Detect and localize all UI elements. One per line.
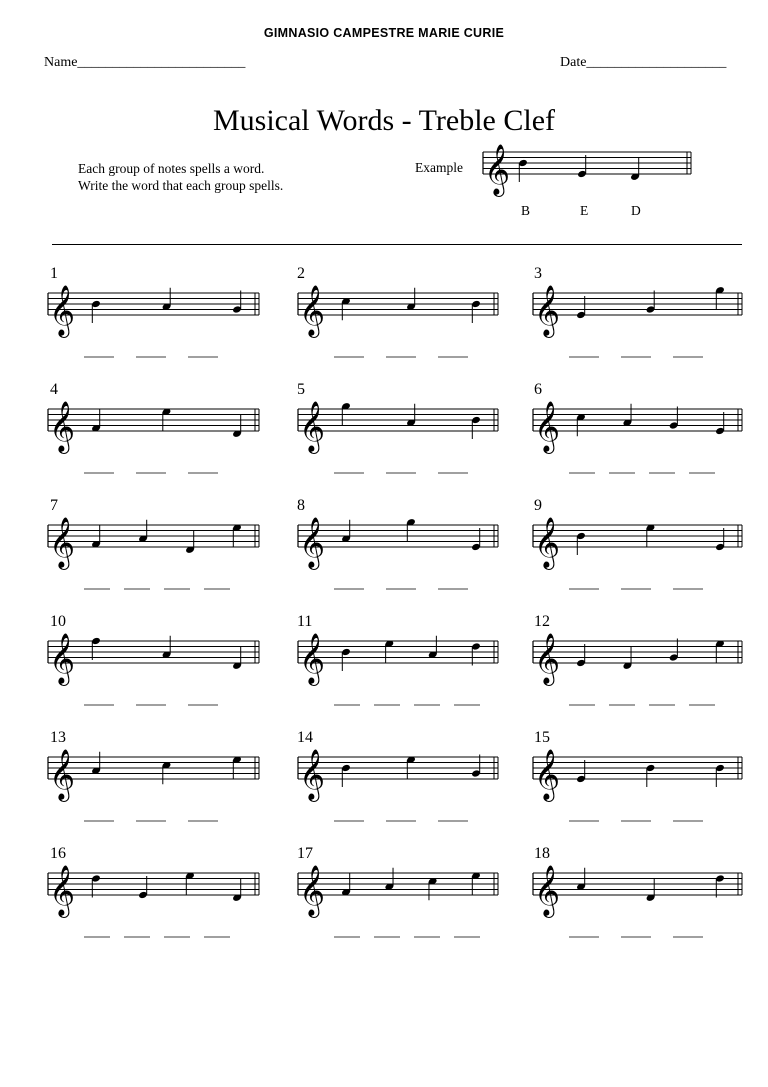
treble-clef-icon: 𝄞 — [49, 517, 76, 568]
treble-clef-icon: 𝄞 — [534, 285, 561, 336]
exercise-staff — [533, 633, 742, 686]
note — [406, 404, 416, 427]
exercise-staff — [48, 285, 259, 338]
note — [384, 868, 394, 891]
exercise-number: 18 — [534, 845, 550, 862]
instruction-line-1: Each group of notes spells a word. — [78, 161, 265, 176]
page-title: Musical Words - Treble Clef — [212, 104, 555, 137]
school-name: GIMNASIO CAMPESTRE MARIE CURIE — [263, 26, 505, 40]
note — [232, 523, 242, 546]
note — [576, 296, 586, 319]
treble-clef-icon: 𝄞 — [299, 749, 326, 800]
note — [162, 636, 172, 659]
note — [406, 518, 416, 541]
note — [577, 155, 587, 178]
note — [646, 879, 656, 902]
exercise-staff — [48, 633, 259, 686]
example-staff — [483, 144, 691, 197]
exercise-staff — [298, 517, 498, 570]
exercise-number: 5 — [297, 381, 305, 398]
treble-clef-icon: 𝄞 — [49, 633, 76, 684]
instruction-line-2: Write the word that each group spells. — [78, 178, 284, 193]
note — [232, 647, 242, 670]
treble-clef-icon: 𝄞 — [299, 517, 326, 568]
exercise-number: 2 — [297, 265, 305, 282]
exercise-number: 6 — [534, 381, 542, 398]
note — [341, 520, 351, 543]
exercise-staff — [298, 401, 498, 454]
exercise-number: 10 — [50, 613, 66, 630]
exercise-number: 13 — [50, 729, 66, 746]
note — [341, 297, 351, 320]
name-field[interactable]: Name________________________ — [44, 55, 246, 70]
exercise-number: 8 — [297, 497, 305, 514]
note — [162, 288, 172, 311]
note — [669, 639, 679, 662]
example-letter: E — [580, 203, 589, 218]
exercise-number: 1 — [50, 265, 58, 282]
note — [91, 409, 101, 432]
note — [428, 636, 438, 659]
note — [232, 415, 242, 438]
note — [185, 871, 195, 894]
note — [646, 764, 656, 787]
note — [138, 876, 148, 899]
note — [576, 868, 586, 891]
note — [91, 637, 101, 660]
exercise-staff — [533, 285, 742, 338]
exercise-number: 15 — [534, 729, 550, 746]
exercise-staff — [298, 865, 498, 918]
exercise-number: 14 — [297, 729, 313, 746]
exercise-number: 4 — [50, 381, 58, 398]
exercise-staff — [298, 285, 498, 338]
exercise-staff — [533, 517, 742, 570]
exercise-staff — [298, 749, 498, 802]
note — [715, 286, 725, 309]
treble-clef-icon: 𝄞 — [299, 285, 326, 336]
note — [576, 760, 586, 783]
note — [406, 288, 416, 311]
note — [715, 528, 725, 551]
note — [232, 291, 242, 314]
note — [341, 873, 351, 896]
note — [518, 159, 528, 182]
note — [576, 644, 586, 667]
treble-clef-icon: 𝄞 — [534, 749, 561, 800]
note — [630, 158, 640, 181]
note — [91, 752, 101, 775]
exercise-number: 12 — [534, 613, 550, 630]
note — [162, 761, 172, 784]
treble-clef-icon: 𝄞 — [49, 749, 76, 800]
exercise-number: 17 — [297, 845, 313, 862]
note — [406, 755, 416, 778]
note — [91, 300, 101, 323]
note — [576, 413, 586, 436]
exercise-number: 11 — [297, 613, 313, 630]
exercise-number: 16 — [50, 845, 66, 862]
note — [232, 879, 242, 902]
note — [471, 871, 481, 894]
exercise-staff — [533, 401, 742, 454]
note — [91, 874, 101, 897]
note — [341, 764, 351, 787]
note — [715, 874, 725, 897]
note — [91, 525, 101, 548]
note — [341, 648, 351, 671]
note — [669, 407, 679, 430]
note — [622, 404, 632, 427]
exercise-staff — [533, 749, 742, 802]
exercise-number: 9 — [534, 497, 542, 514]
note — [185, 531, 195, 554]
note — [471, 528, 481, 551]
note — [162, 407, 172, 430]
treble-clef-icon: 𝄞 — [49, 285, 76, 336]
exercise-staff — [48, 401, 259, 454]
note — [715, 764, 725, 787]
date-field[interactable]: Date____________________ — [560, 55, 727, 70]
note — [471, 642, 481, 665]
exercise-staff — [48, 749, 259, 802]
example-label: Example — [415, 160, 463, 175]
note — [715, 412, 725, 435]
example-letter: D — [631, 203, 641, 218]
treble-clef-icon: 𝄞 — [49, 401, 76, 452]
exercise-staff — [298, 633, 498, 686]
treble-clef-icon: 𝄞 — [534, 865, 561, 916]
exercise-staff — [533, 865, 742, 918]
treble-clef-icon: 𝄞 — [299, 633, 326, 684]
treble-clef-icon: 𝄞 — [534, 633, 561, 684]
treble-clef-icon: 𝄞 — [534, 517, 561, 568]
exercise-number: 3 — [534, 265, 542, 282]
exercise-staff — [48, 865, 259, 918]
treble-clef-icon: 𝄞 — [299, 865, 326, 916]
note — [428, 877, 438, 900]
note — [138, 520, 148, 543]
note — [471, 300, 481, 323]
note — [646, 291, 656, 314]
treble-clef-icon: 𝄞 — [534, 401, 561, 452]
exercise-number: 7 — [50, 497, 58, 514]
note — [232, 755, 242, 778]
example-letter: B — [521, 203, 531, 218]
note — [576, 532, 586, 555]
treble-clef-icon: 𝄞 — [484, 144, 511, 195]
note — [384, 639, 394, 662]
note — [471, 416, 481, 439]
treble-clef-icon: 𝄞 — [49, 865, 76, 916]
note — [341, 402, 351, 425]
note — [622, 647, 632, 670]
note — [715, 639, 725, 662]
note — [471, 755, 481, 778]
treble-clef-icon: 𝄞 — [299, 401, 326, 452]
exercise-staff — [48, 517, 259, 570]
note — [646, 523, 656, 546]
